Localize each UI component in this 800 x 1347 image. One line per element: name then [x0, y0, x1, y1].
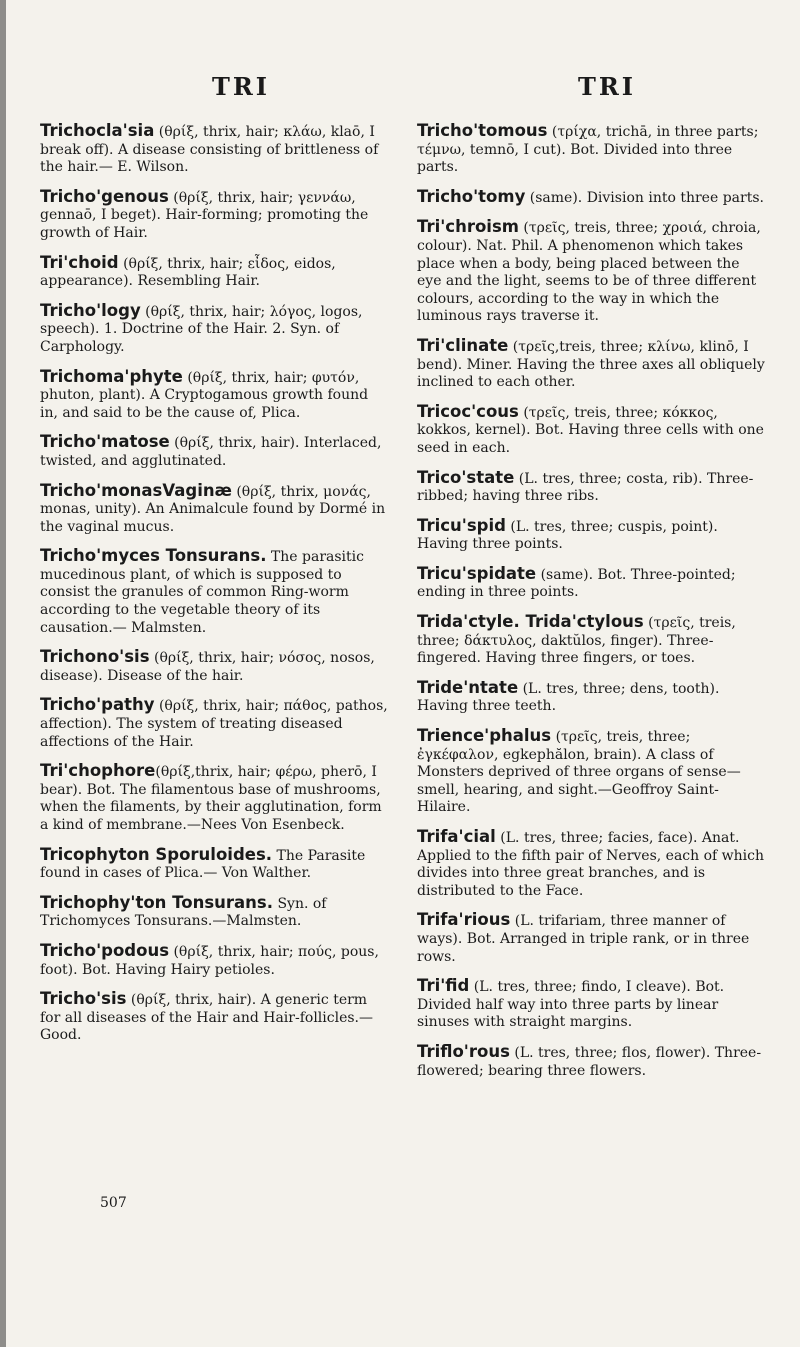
- entry-definition: (L. trifariam, three manner of ways). Bot. Arranged in triple rank, or in three rows.: [417, 913, 750, 965]
- entry-headword: Tricho'logy: [40, 300, 141, 320]
- entry-headword: Tricho'sis: [40, 989, 127, 1009]
- entry-definition: (θρίξ, thrix, hair; κλάω, klaō, I break off). A disease consisting of brittleness of the hair.— E. Wilson.: [40, 124, 379, 176]
- dictionary-entry: [417, 911, 767, 966]
- entry-definition: (L. tres, three; dens, tooth). Having three teeth.: [417, 680, 720, 715]
- dictionary-entry: [417, 218, 767, 326]
- entry-definition: (θρίξ, thrix, hair; νόσος, nosos, disease). Disease of the hair.: [40, 650, 375, 684]
- entry-headword: Tricophyton Sporuloides.: [40, 844, 273, 864]
- entry-definition: Syn. of Trichomyces Tonsurans.—Malmsten.: [40, 895, 327, 930]
- entry-headword: Trifa'rious: [417, 910, 511, 930]
- dictionary-entry: [417, 122, 767, 177]
- dictionary-entry: [417, 188, 767, 208]
- dictionary-entry: [40, 122, 390, 177]
- entry-headword: Triflo'rous: [417, 1041, 510, 1061]
- entry-headword: Tricu'spidate: [417, 563, 537, 583]
- dictionary-entry: [417, 828, 767, 900]
- entry-headword: Trifa'cial: [417, 827, 496, 846]
- dictionary-entry: [417, 337, 767, 392]
- dictionary-entry: [417, 517, 767, 554]
- entry-headword: Tri'clinate: [417, 335, 509, 355]
- page-edge-shadow: [0, 0, 6, 1347]
- dictionary-entry: [40, 942, 390, 979]
- entry-definition: (τρεῖς, treis, three; δάκτυλος, daktŭlos, finger). Three-fingered. Having three fingers, or toes.: [417, 615, 736, 667]
- dictionary-entry: [417, 1043, 767, 1080]
- dictionary-entry: [40, 990, 390, 1045]
- entry-headword: Tri'fid: [417, 976, 470, 996]
- entry-definition: (θρίξ, thrix, hair; εἶδος, eidos, appearance). Resembling Hair.: [40, 255, 336, 290]
- entry-definition: (L. tres, three; costa, rib). Three-ribbed; having three ribs.: [417, 470, 754, 505]
- entry-definition: (θρίξ, thrix, hair). Interlaced, twisted, and agglutinated.: [40, 435, 382, 469]
- dictionary-entry: [40, 846, 390, 883]
- page-number: 507: [100, 1195, 127, 1211]
- entry-headword: Trichocla'sia: [40, 121, 155, 140]
- entry-definition: (θρίξ, thrix, hair; γεννάω, gennaō, I beget). Hair-forming; promoting the growth of Hair.: [40, 189, 369, 241]
- dictionary-entry: [417, 403, 767, 458]
- entry-headword: Tricho'monasVaginæ: [40, 480, 232, 500]
- entry-headword: Tri'chroism: [417, 217, 519, 237]
- entry-headword: Trience'phalus: [417, 726, 552, 746]
- entry-headword: Trico'state: [417, 467, 515, 487]
- entry-definition: (same). Division into three parts.: [525, 189, 764, 206]
- entry-definition: (θρίξ, thrix, hair). A generic term for all diseases of the Hair and Hair-follicles.—Good.: [40, 992, 373, 1044]
- dictionary-entry: [40, 762, 390, 834]
- entry-headword: Trichono'sis: [40, 647, 150, 667]
- entry-headword: Tricho'tomous: [417, 121, 548, 140]
- right-column: [417, 122, 767, 1091]
- entry-headword: Tricho'matose: [40, 432, 170, 452]
- entry-definition: (L. tres, three; findo, I cleave). Bot. Divided half way into three parts by linear sinuses with straight margins.: [417, 979, 725, 1031]
- entry-definition: (τρεῖς,treis, three; κλίνω, klinō, I bend). Miner. Having the three axes all obliquely inclined to each other.: [417, 338, 765, 391]
- entry-definition: (τρεῖς, treis, three; κόκκος, kokkos, kernel). Bot. Having three cells with one seed in each.: [417, 404, 764, 456]
- entry-definition: (same). Bot. Three-pointed; ending in three points.: [417, 566, 736, 601]
- entry-headword: Tri'choid: [40, 252, 119, 272]
- entry-headword: Tricho'pathy: [40, 695, 155, 715]
- dictionary-entry: [40, 433, 390, 470]
- entry-definition: (L. tres, three; cuspis, point). Having three points.: [417, 518, 718, 553]
- dictionary-entry: [417, 565, 767, 602]
- running-head-right: TRI: [578, 72, 637, 101]
- running-head-left: TRI: [212, 72, 271, 101]
- entry-definition: (τρεῖς, treis, three; χροιά, chroia, colour). Nat. Phil. A phenomenon which takes place when a body, being placed between the eye and the light, seems to be of three different colours, according to the way in which the luminous rays traverse it.: [417, 220, 761, 325]
- entry-headword: Trichoma'phyte: [40, 366, 183, 386]
- entry-headword: Tride'ntate: [417, 677, 519, 697]
- dictionary-entry: [40, 302, 390, 357]
- entry-headword: Trichophy'ton Tonsurans.: [40, 892, 273, 912]
- entry-definition: The parasitic mucedinous plant, of which is supposed to consist the granules of common Ring-worm according to the vegetable theory of its causation.— Malmsten.: [40, 549, 364, 636]
- entry-definition: (θρίξ, thrix, hair; φυτόν, phuton, plant). A Cryptogamous growth found in, and said to be the cause of, Plica.: [40, 369, 369, 421]
- dictionary-entry: [417, 727, 767, 817]
- dictionary-entry: [417, 679, 767, 716]
- dictionary-entry: [417, 613, 767, 668]
- entry-definition: (L. tres, three; flos, flower). Three-flowered; bearing three flowers.: [417, 1044, 762, 1079]
- entry-headword: Tricu'spid: [417, 515, 506, 535]
- dictionary-entry: [40, 648, 390, 685]
- entry-definition: (τρεῖς, treis, three; ἐγκέφαλον, egkephălon, brain). A class of Monsters deprived of three organs of sense—smell, hearing, and sight.—Geoffroy Saint-Hilaire.: [417, 729, 741, 816]
- entry-definition: (θρίξ, thrix, hair; λόγος, logos, speech). 1. Doctrine of the Hair. 2. Syn. of Carphology.: [40, 303, 363, 355]
- entry-definition: (θρίξ, thrix, hair; πούς, pous, foot). Bot. Having Hairy petioles.: [40, 943, 379, 978]
- left-column: [40, 122, 390, 1056]
- entry-headword: Tri'chophore: [40, 761, 156, 781]
- entry-headword: Tricho'tomy: [417, 186, 526, 206]
- entry-definition: (θρίξ, thrix, μονάς, monas, unity). An Animalcule found by Dormé in the vaginal mucus.: [40, 483, 386, 535]
- dictionary-entry: [40, 254, 390, 291]
- entry-headword: Tricho'podous: [40, 940, 170, 960]
- dictionary-entry: [40, 547, 390, 637]
- dictionary-entry: [417, 977, 767, 1032]
- entry-headword: Tricho'genous: [40, 186, 169, 206]
- dictionary-entry: [40, 696, 390, 751]
- dictionary-entry: [40, 894, 390, 931]
- entry-definition: (L. tres, three; facies, face). Anat. Applied to the fifth pair of Nerves, each of which divides into three great branches, and is distributed to the Face.: [417, 830, 765, 899]
- entry-headword: Tricho'myces Tonsurans.: [40, 546, 267, 566]
- dictionary-entry: [40, 368, 390, 423]
- entry-headword: Tricoc'cous: [417, 401, 519, 421]
- dictionary-entry: [417, 469, 767, 506]
- dictionary-entry: [40, 188, 390, 243]
- entry-definition: (θρίξ,thrix, hair; φέρω, pherō, I bear). Bot. The filamentous base of mushrooms, when the filaments, by their agglutination, form a kind of membrane.—Nees Von Esenbeck.: [40, 764, 382, 833]
- entry-definition: The Parasite found in cases of Plica.— Von Walther.: [40, 847, 366, 882]
- entry-headword: Trida'ctyle. Trida'ctylous: [417, 612, 644, 632]
- dictionary-entry: [40, 482, 390, 537]
- entry-definition: (τρίχα, trichā, in three parts; τέμνω, temnō, I cut). Bot. Divided into three parts.: [417, 124, 759, 176]
- entry-definition: (θρίξ, thrix, hair; πάθος, pathos, affection). The system of treating diseased affections of the Hair.: [40, 698, 388, 750]
